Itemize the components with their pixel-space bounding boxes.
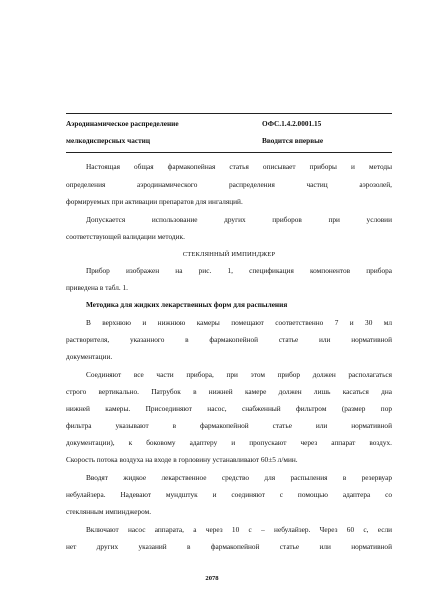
p4-line2: растворителя, указанного в фармакопейной статье или нормативной [66, 335, 392, 344]
document-title-line1: Аэродинамическое распределение [66, 119, 179, 128]
p1-line2: определения аэродинамического распределения частиц аэрозолей, [66, 180, 392, 189]
document-title-line2: мелкодисперсных частиц [66, 136, 151, 145]
p3-line2: приведена в табл. 1. [66, 283, 129, 292]
p5-line2: строго вертикально. Патрубок в нижней камере должен лишь касаться дна [66, 387, 392, 396]
p4-line3: документации. [66, 352, 113, 361]
p5-line4: фильтра указывают в фармакопейной статье или нормативной [66, 421, 392, 430]
document-status: Вводится впервые [262, 136, 324, 145]
p5-line1: Соединяют все части прибора, при этом прибор должен располагаться [86, 370, 392, 379]
p5-line3: нижней камеры. Присоединяют насос, снабженный фильтром (размер пор [66, 404, 392, 413]
document-code: ОФС.1.4.2.0001.15 [262, 119, 322, 128]
section-heading: СТЕКЛЯННЫЙ ИМПИНДЖЕР [182, 251, 276, 258]
p5-line6: Скорость потока воздуха на входе в горловину устанавливают 60±5 л/мин. [66, 455, 298, 464]
p5-line5: документации), к боковому адаптеру и пропускают через аппарат воздух. [66, 438, 392, 447]
p3-line1: Прибор изображен на рис. 1, спецификация компонентов прибора [86, 266, 392, 275]
p2-line2: соответствующей валидации методик. [66, 232, 185, 241]
p6-line1: Вводят жидкое лекарственное средство для распыления в резервуар [86, 473, 392, 482]
p6-line3: стеклянным импинджером. [66, 507, 152, 516]
p2-line1: Допускается использование других приборов при условии [86, 215, 392, 224]
header-bottom-rule [66, 152, 392, 153]
header-top-rule [66, 113, 392, 114]
p1-line1: Настоящая общая фармакопейная статья описывает приборы и методы [86, 162, 392, 171]
p4-line1: В верхнюю и нижнюю камеры помещают соответственно 7 и 30 мл [86, 318, 392, 327]
page-number: 2078 [205, 575, 219, 582]
p7-line1: Включают насос аппарата, а через 10 с – небулайзер. Через 60 с, если [86, 525, 392, 534]
method-subheading: Методика для жидких лекарственных форм для распыления [86, 300, 288, 309]
p1-line3: формируемых при активации препаратов для ингаляций. [66, 197, 243, 206]
p6-line2: небулайзера. Надевают мундштук и соединяют с помощью адаптера со [66, 490, 392, 499]
p7-line2: нет других указаний в фармакопейной статье или нормативной [66, 542, 392, 551]
